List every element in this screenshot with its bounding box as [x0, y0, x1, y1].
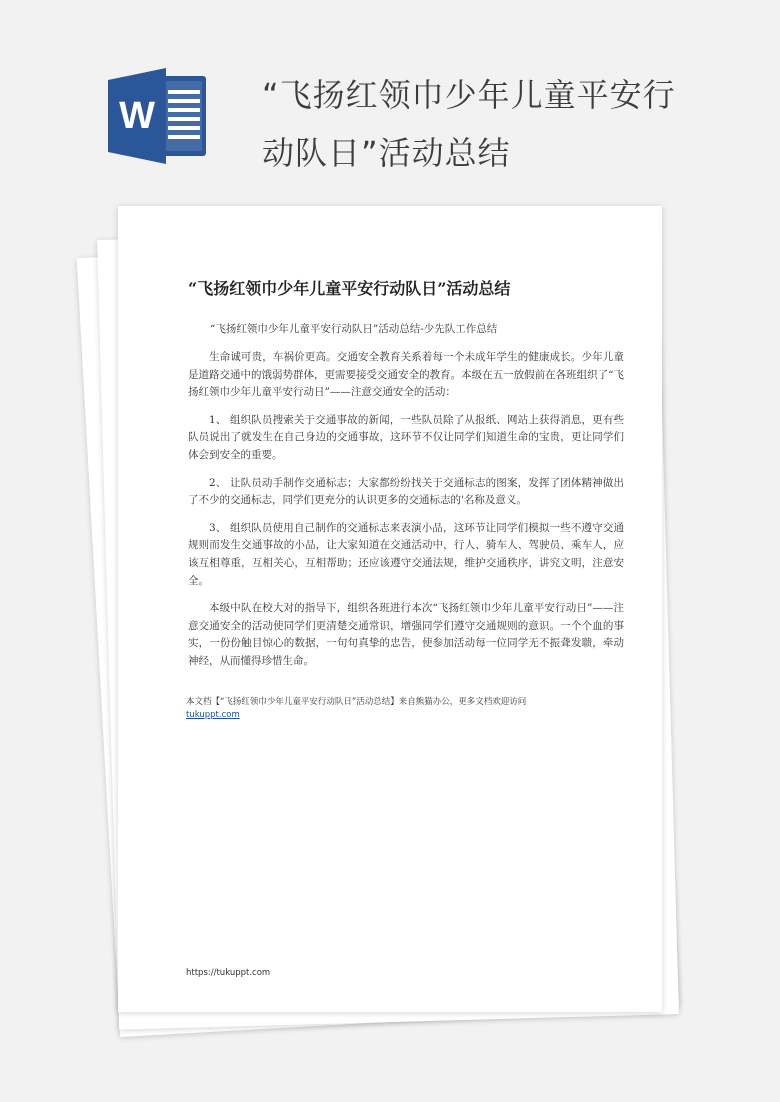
page-title — [262, 66, 682, 182]
page-title-line-2: 动队日”活动总结 — [262, 134, 511, 172]
paragraph-conclusion: 本级中队在校大对的指导下，组织各班进行本次“飞扬红领巾少年儿童平安行动日”——注意交通安全的活动使同学们更清楚交通常识，增强同学们遵守交通规则的意识。一个个血的事实，一份份触目惊心的数据，一句句真挚的忠告，使参加活动每一位同学无不振聋发聩，牵动神经，从而懂得珍惜生命。 — [188, 602, 624, 667]
source-link[interactable]: tukuppt.com — [186, 710, 240, 720]
document-title: “飞扬红领巾少年儿童平安行动队日”活动总结 — [188, 279, 511, 298]
paragraph-item-2: 2、 让队员动手制作交通标志；大家都纷纷找关于交通标志的图案，发挥了团体精神做出了不少的交通标志，同学们更充分的认识更多的交通标志的'名称及意义。 — [188, 476, 624, 507]
page-title-line-1: “飞扬红领巾少年儿童平安行 — [262, 76, 676, 114]
source-note-text: 本文档【“飞扬红领巾少年儿童平安行动队日”活动总结】来自熊猫办公，更多文档欢迎访问 — [186, 697, 527, 707]
paragraph-intro: 生命诚可贵，车祸价更高。交通安全教育关系着每一个未成年学生的健康成长。少年儿童是道路交通中的饿弱势群体，更需要接受交通安全的教育。本级在五一放假前在各班组织了“飞扬红领巾少年儿童平安行动日”——注意交通安全的活动： — [188, 351, 624, 399]
word-document-icon — [108, 68, 208, 164]
svg-text:W: W — [119, 95, 155, 137]
document-body — [188, 349, 624, 681]
document-subtitle: “飞扬红领巾少年儿童平安行动队日”活动总结-少先队工作总结 — [210, 323, 498, 335]
paragraph-item-3: 3、 组织队员使用自己制作的交通标志来表演小品，这环节让同学们模拟一些不遵守交通规则而发生交通事故的小品，让大家知道在交通活动中，行人、骑车人、驾驶员、乘车人，应该互相尊重，互相关心，互相帮助；还应该遵守交通法规，维护交通秩序，讲究文明，注意安全。 — [188, 521, 624, 587]
paragraph-item-1: 1、 组织队员搜索关于交通事故的新闻，一些队员除了从报纸、网站上获得消息，更有些队员说出了就发生在自己身边的交通事故，这环节不仅让同学们知道生命的宝贵，更让同学们体会到安全的重要。 — [188, 413, 624, 461]
document-page — [118, 206, 662, 1012]
page-footer-url: https://tukuppt.com — [186, 968, 271, 978]
source-note — [186, 696, 626, 722]
